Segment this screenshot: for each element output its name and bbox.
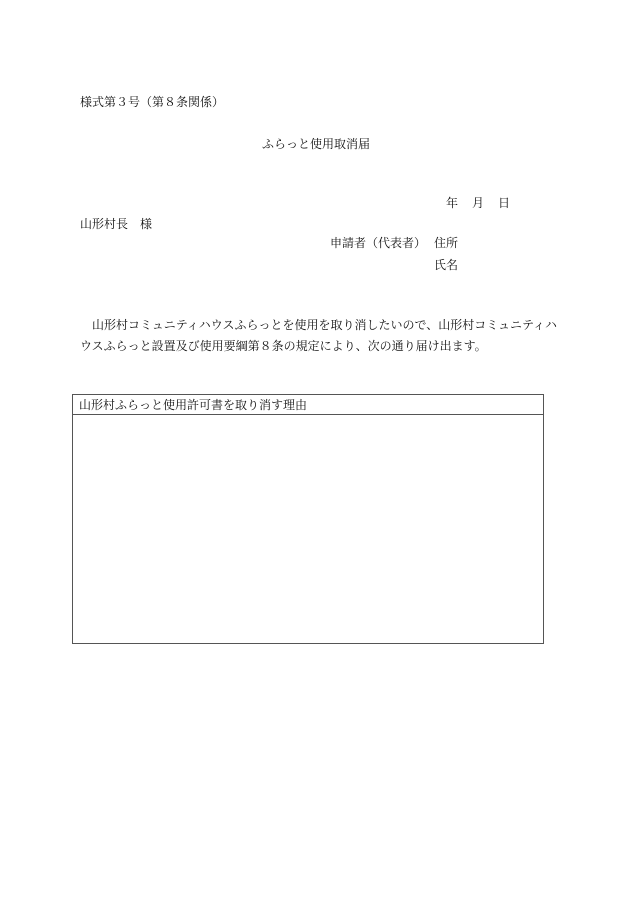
body-text-line-2: ウスふらっと設置及び使用要綱第８条の規定により、次の通り届け出ます。 [80,339,487,353]
name-label: 氏名 [434,258,459,272]
reason-header: 山形村ふらっと使用許可書を取り消す理由 [73,395,543,415]
date-year-label: 年 [446,196,459,210]
reason-table [72,394,544,644]
date-month-label: 月 [472,196,485,210]
address-label: 住所 [434,236,459,250]
addressee: 山形村長 様 [80,217,153,231]
applicant-label: 申請者（代表者） [330,236,427,250]
date-day-label: 日 [498,196,511,210]
form-number: 様式第３号（第８条関係） [80,95,225,109]
date-line [446,197,510,209]
body-text-line-1: 山形村コミュニティハウスふらっとを使用を取り消したいので、山形村コミュニティハ [92,318,558,332]
reason-field[interactable] [73,415,543,643]
document-title: ふらっと使用取消届 [262,137,371,151]
